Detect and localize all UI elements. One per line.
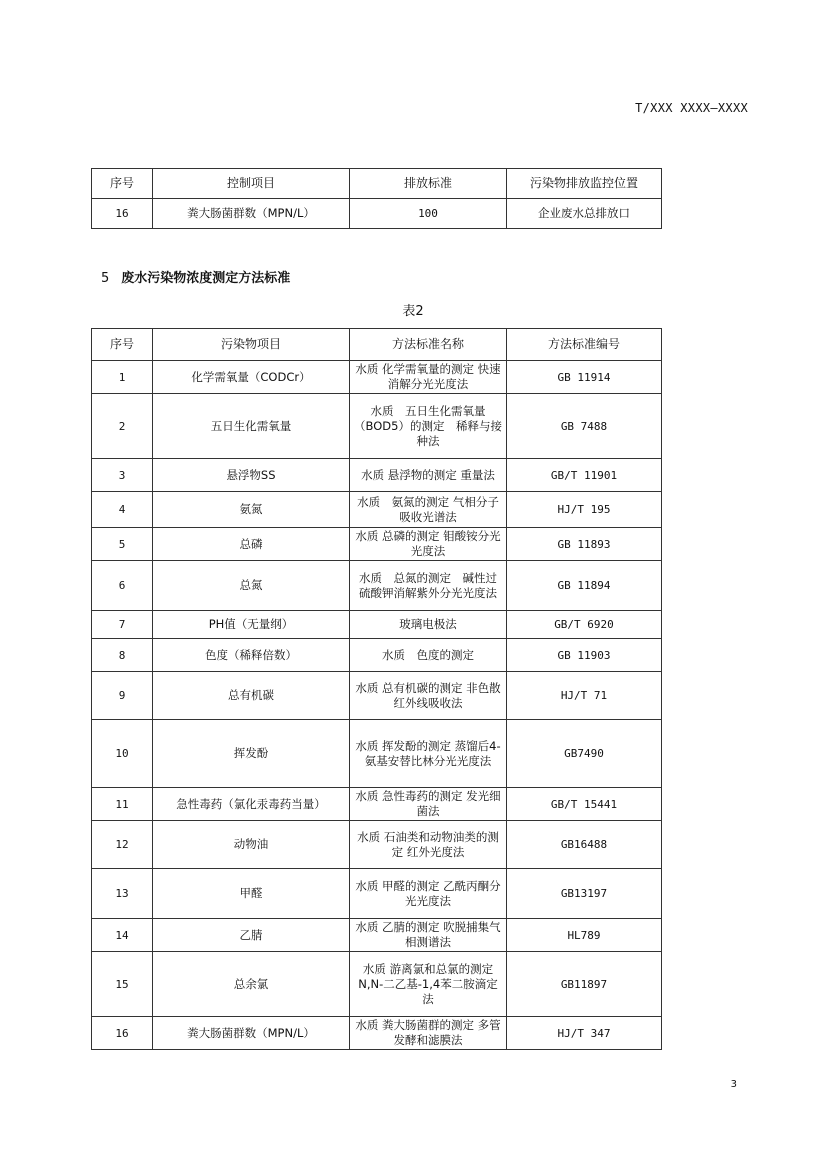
row-index: 5: [92, 528, 153, 561]
pollutant-item: 总氮: [153, 561, 350, 611]
method-name: 水质 急性毒药的测定 发光细菌法: [350, 788, 507, 821]
pollutant-item: 动物油: [153, 821, 350, 869]
control-item: 粪大肠菌群数（MPN/L）: [153, 199, 350, 229]
method-name: 水质 五日生化需氧量（BOD5）的测定 稀释与接种法: [350, 394, 507, 459]
method-code: GB 11914: [507, 361, 662, 394]
method-name: 水质 甲醛的测定 乙酰丙酮分光光度法: [350, 869, 507, 919]
method-name: 水质 色度的测定: [350, 639, 507, 672]
row-index: 1: [92, 361, 153, 394]
row-index: 4: [92, 492, 153, 528]
table-row: [92, 561, 662, 611]
method-code: GB16488: [507, 821, 662, 869]
pollutant-item: 色度（稀释倍数）: [153, 639, 350, 672]
row-index: 2: [92, 394, 153, 459]
table-row: [92, 528, 662, 561]
method-code: HJ/T 71: [507, 672, 662, 720]
pollutant-item: 急性毒药（氯化汞毒药当量）: [153, 788, 350, 821]
pollutant-item: 五日生化需氧量: [153, 394, 350, 459]
method-code: GB 7488: [507, 394, 662, 459]
method-name: 玻璃电极法: [350, 611, 507, 639]
header-cell: 排放标准: [350, 169, 507, 199]
row-index: 14: [92, 919, 153, 952]
method-code: GB 11903: [507, 639, 662, 672]
table-row: [92, 1017, 662, 1050]
row-index: 16: [92, 1017, 153, 1050]
method-code: GB11897: [507, 952, 662, 1017]
row-index: 13: [92, 869, 153, 919]
method-code: GB7490: [507, 720, 662, 788]
pollutant-item: 粪大肠菌群数（MPN/L）: [153, 1017, 350, 1050]
method-code: HJ/T 347: [507, 1017, 662, 1050]
table-row: [92, 720, 662, 788]
header-cell: 污染物排放监控位置: [507, 169, 662, 199]
header-cell: 控制项目: [153, 169, 350, 199]
table-row: [92, 639, 662, 672]
table-row: [92, 394, 662, 459]
pollutant-item: 总磷: [153, 528, 350, 561]
monitoring-location: 企业废水总排放口: [507, 199, 662, 229]
method-code: GB/T 6920: [507, 611, 662, 639]
method-code: GB/T 11901: [507, 459, 662, 492]
header-cell: 方法标准名称: [350, 329, 507, 361]
page-number: 3: [730, 1079, 737, 1090]
method-code: GB13197: [507, 869, 662, 919]
pollutant-item: 挥发酚: [153, 720, 350, 788]
table-row: [92, 361, 662, 394]
row-index: 11: [92, 788, 153, 821]
row-index: 3: [92, 459, 153, 492]
emission-limit-table: [91, 168, 662, 229]
method-name: 水质 总有机碳的测定 非色散红外线吸收法: [350, 672, 507, 720]
row-index: 16: [92, 199, 153, 229]
table-row: [92, 869, 662, 919]
method-name: 水质 悬浮物的测定 重量法: [350, 459, 507, 492]
table-row: [92, 952, 662, 1017]
row-index: 10: [92, 720, 153, 788]
method-name: 水质 总磷的测定 钼酸铵分光光度法: [350, 528, 507, 561]
row-index: 8: [92, 639, 153, 672]
method-name: 水质 总氮的测定 碱性过硫酸钾消解紫外分光光度法: [350, 561, 507, 611]
method-name: 水质 游离氯和总氯的测定 N,N-二乙基-1,4苯二胺滴定法: [350, 952, 507, 1017]
row-index: 7: [92, 611, 153, 639]
table-row: [92, 788, 662, 821]
header-cell: 序号: [92, 329, 153, 361]
method-code: GB/T 15441: [507, 788, 662, 821]
row-index: 15: [92, 952, 153, 1017]
pollutant-item: 悬浮物SS: [153, 459, 350, 492]
table-row: [92, 821, 662, 869]
pollutant-item: 氨氮: [153, 492, 350, 528]
method-name: 水质 化学需氧量的测定 快速消解分光光度法: [350, 361, 507, 394]
pollutant-item: 乙腈: [153, 919, 350, 952]
table-header-row: [92, 169, 662, 199]
method-code: GB 11893: [507, 528, 662, 561]
table-header-row: [92, 329, 662, 361]
pollutant-item: PH值（无量纲）: [153, 611, 350, 639]
method-name: 水质 粪大肠菌群的测定 多管发酵和滤膜法: [350, 1017, 507, 1050]
section-number: 5: [101, 271, 110, 286]
section-heading: [101, 267, 290, 286]
header-cell: 方法标准编号: [507, 329, 662, 361]
header-cell: 污染物项目: [153, 329, 350, 361]
pollutant-item: 甲醛: [153, 869, 350, 919]
pollutant-item: 总余氯: [153, 952, 350, 1017]
method-code: HJ/T 195: [507, 492, 662, 528]
emission-standard: 100: [350, 199, 507, 229]
table-row: [92, 199, 662, 229]
method-code: HL789: [507, 919, 662, 952]
header-cell: 序号: [92, 169, 153, 199]
method-name: 水质 乙腈的测定 吹脱捕集气相测谱法: [350, 919, 507, 952]
table-row: [92, 492, 662, 528]
pollutant-item: 化学需氧量（CODCr）: [153, 361, 350, 394]
method-name: 水质 石油类和动物油类的测定 红外光度法: [350, 821, 507, 869]
table-row: [92, 611, 662, 639]
test-method-table: [91, 328, 662, 1050]
table-row: [92, 459, 662, 492]
standard-code: T/XXX XXXX—XXXX: [635, 101, 748, 115]
table-row: [92, 672, 662, 720]
method-name: 水质 挥发酚的测定 蒸馏后4-氨基安替比林分光光度法: [350, 720, 507, 788]
method-name: 水质 氨氮的测定 气相分子吸收光谱法: [350, 492, 507, 528]
row-index: 6: [92, 561, 153, 611]
row-index: 12: [92, 821, 153, 869]
method-code: GB 11894: [507, 561, 662, 611]
row-index: 9: [92, 672, 153, 720]
table-row: [92, 919, 662, 952]
pollutant-item: 总有机碳: [153, 672, 350, 720]
section-title: 废水污染物浓度测定方法标准: [121, 271, 291, 286]
table-caption: 表2: [402, 304, 424, 319]
